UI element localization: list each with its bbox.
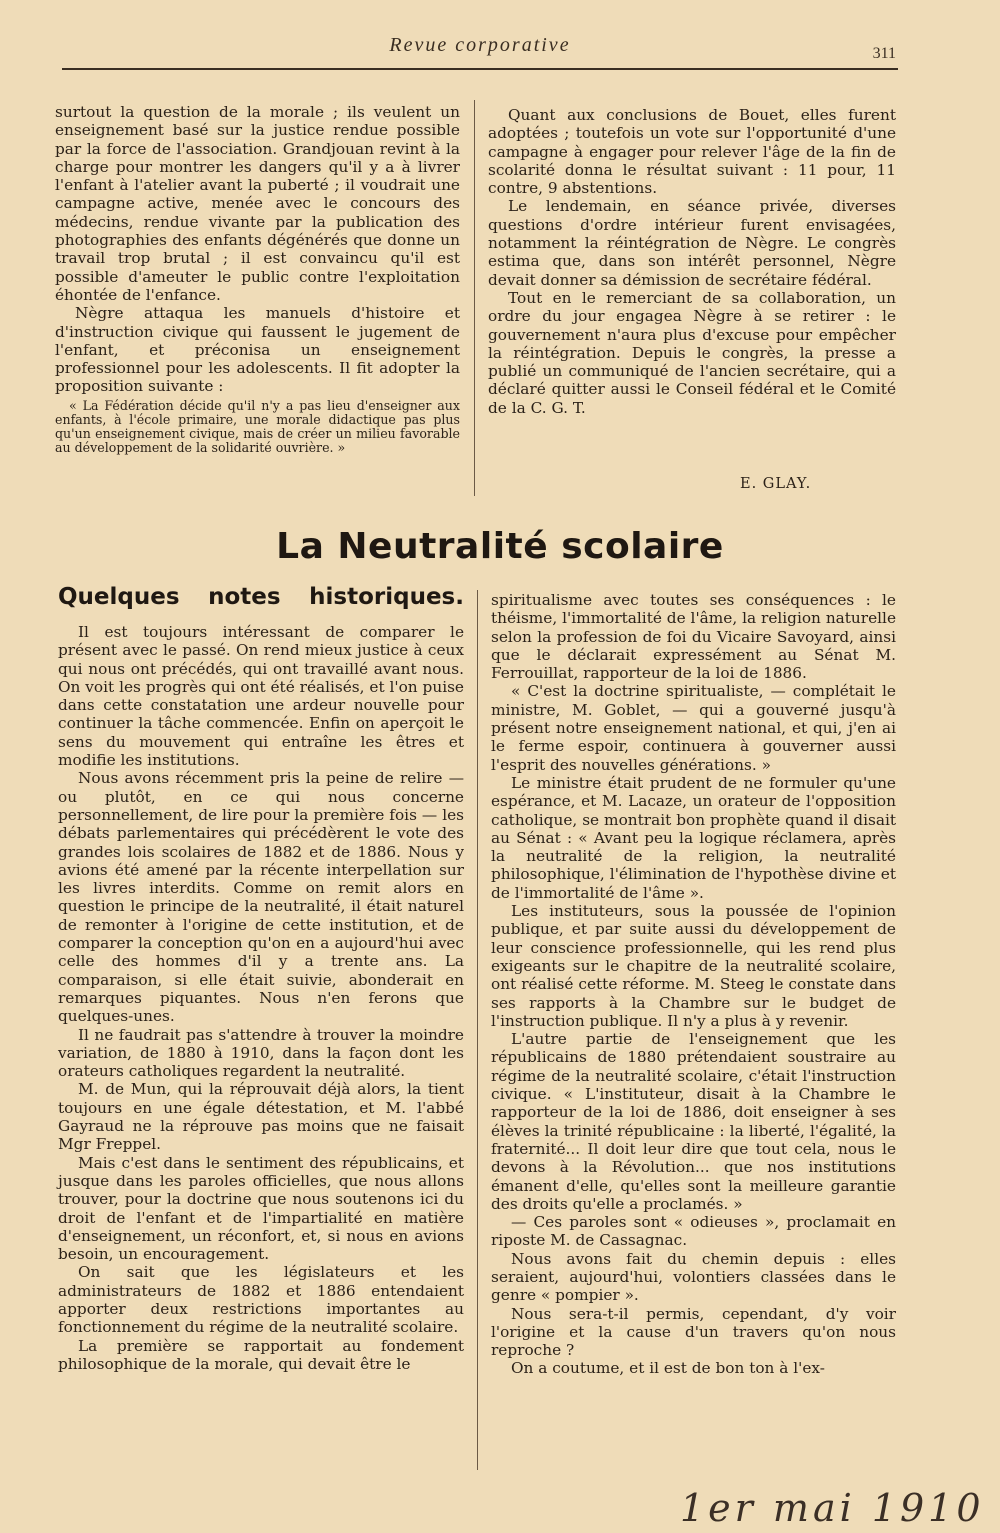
paragraph: On sait que les législateurs et les administrateurs de 1882 et 1886 entendaient apporter deux restrictions importantes au fonctionnement du régime de la neutralité scolaire.	[58, 1263, 464, 1337]
paragraph: surtout la question de la morale ; ils veulent un enseignement basé sur la justice rendue possible par la force de l'association. Grandjouan revint à la charge pour montrer les dangers qu'il y a à livrer l'enfant à l'atelier avant la puberté ; il voudrait une campagne active, menée avec le concours des médecins, rendue vivante par la publication des photographies des enfants dégénérés que donne un travail trop brutal ; il est convaincu qu'il est possible d'ameuter le public contre l'exploitation éhontée de l'enfance.	[55, 103, 460, 304]
article-title: La Neutralité scolaire	[276, 526, 724, 567]
paragraph: Nous avons récemment pris la peine de relire — ou plutôt, en ce qui nous concerne personnellement, de lire pour la première fois — les débats parlementaires qui précédèrent le vote des grandes lois scolaires de 1882 et de 1886. Nous y avions été amené par la récente interpellation sur les livres interdits. Comme on remit alors en question le principe de la neutralité, il était naturel de remonter à l'origine de cette institution, et de comparer la conception qu'on en a aujourd'hui avec celle des hommes d'il y a trente ans. La comparaison, si elle était suivie, abonderait en remarques piquantes. Nous n'en ferons que quelques-unes.	[58, 769, 464, 1026]
paragraph: Tout en le remerciant de sa collaboration, un ordre du jour engagea Nègre à se retirer : le gouvernement n'aura plus d'excuse pour empêcher la réintégration. Depuis le congrès, la presse a publié un communiqué de l'ancien secrétaire, qui a déclaré quitter aussi le Conseil fédéral et le Comité de la C. G. T.	[488, 288, 896, 417]
running-head	[60, 34, 900, 64]
resolution-quote: « La Fédération décide qu'il n'y a pas lieu d'enseigner aux enfants, à l'école primaire, une morale didactique pas plus qu'un enseignement civique, mais de créer un milieu favorable au développement de la solidarité ouvrière. »	[55, 397, 460, 456]
paragraph: Il est toujours intéressant de comparer le présent avec le passé. On rend mieux justice à ceux qui nous ont précédés, qui ont travaillé avant nous. On voit les progrès qui ont été réalisés, et l'on puise dans cette constatation une ardeur nouvelle pour continuer la tâche commencée. Enfin on aperçoit le sens du mouvement qui entraîne les êtres et modifie les institutions.	[58, 623, 464, 770]
paragraph: L'autre partie de l'enseignement que les républicains de 1880 prétendaient soustraire au régime de la neutralité scolaire, c'était l'instruction civique. « L'instituteur, disait à la Chambre le rapporteur de la loi de 1886, doit enseigner à ses élèves la trinité républicaine : la liberté, l'égalité, la fraternité... Il doit leur dire que tout cela, nous le devons à la Révolution... que nos institutions émanent d'elle, qu'elles sont la meilleure garantie des droits qu'elle a proclamés. »	[491, 1030, 896, 1213]
paragraph: Nous sera-t-il permis, cependant, d'y voir l'origine et la cause d'un travers qu'on nous reproche ?	[491, 1304, 896, 1360]
column-divider-article	[477, 590, 478, 1470]
journal-title: Revue corporative	[389, 34, 571, 56]
paragraph: Les instituteurs, sous la poussée de l'opinion publique, et par suite aussi du développement de leur conscience professionnelle, qui les rend plus exigeants sur le chapitre de la neutralité scolaire, ont réalisé cette réforme. M. Steeg le constate dans ses rapports à la Chambre sur le budget de l'instruction publique. Il n'y a plus à y revenir.	[491, 902, 896, 1030]
top-right-column	[488, 106, 896, 417]
paragraph: — Ces paroles sont « odieuses », proclamait en riposte M. de Cassagnac.	[491, 1213, 896, 1250]
article-subtitle: Quelques notes historiques.	[58, 584, 464, 610]
author-signature: E. GLAY.	[740, 476, 812, 492]
paragraph: Il ne faudrait pas s'attendre à trouver la moindre variation, de 1880 à 1910, dans la façon dont les orateurs catholiques regardent la neutralité.	[58, 1025, 464, 1081]
column-divider-top	[474, 100, 475, 496]
paragraph: « C'est la doctrine spiritualiste, — complétait le ministre, M. Goblet, — qui a gouverné jusqu'à présent notre enseignement national, et qui, j'en ai le ferme espoir, continuera à gouverner aussi l'esprit des nouvelles générations. »	[491, 682, 896, 774]
paragraph: Nous avons fait du chemin depuis : elles seraient, aujourd'hui, volontiers classées dans le genre « pompier ».	[491, 1249, 896, 1305]
paragraph: Nègre attaqua les manuels d'histoire et d'instruction civique qui faussent le jugement de l'enfant, et préconisa un enseignement professionnel pour les adolescents. Il fit adopter la proposition suivante :	[55, 304, 460, 396]
paragraph: spiritualisme avec toutes ses conséquences : le théisme, l'immortalité de l'âme, la religion naturelle selon la profession de foi du Vicaire Savoyard, ainsi que le déclarait expressément au Sénat M. Ferrouillat, rapporteur de la loi de 1886.	[491, 591, 896, 683]
article-right-column	[491, 591, 896, 1378]
paragraph: Le lendemain, en séance privée, diverses questions d'ordre intérieur furent envisagées, notamment la réintégration de Nègre. Le congrès estima que, dans son intérêt personnel, Nègre devait donner sa démission de secrétaire fédéral.	[488, 197, 896, 289]
header-rule	[62, 68, 898, 70]
paragraph: Mais c'est dans le sentiment des républicains, et jusque dans les paroles officielles, que nous allons trouver, pour la doctrine que nous soutenons ici du droit de l'enfant et de l'impartialité en matière d'enseignement, un réconfort, et, si nous en avions besoin, un encouragement.	[58, 1153, 464, 1264]
paragraph: Le ministre était prudent de ne formuler qu'une espérance, et M. Lacaze, un orateur de l'opposition catholique, se montrait bon prophète quand il disait au Sénat : « Avant peu la logique réclamera, après la neutralité de la religion, la neutralité philosophique, l'élimination de l'hypothèse divine et de l'immortalité de l'âme ».	[491, 773, 896, 902]
handwritten-date: 1er mai 1910	[680, 1486, 985, 1530]
paragraph: On a coutume, et il est de bon ton à l'ex-	[511, 1359, 825, 1378]
page-number: 311	[872, 45, 896, 62]
paragraph: M. de Mun, qui la réprouvait déjà alors, la tient toujours en une égale détestation, et M. l'abbé Gayraud ne la réprouve pas moins que ne faisait Mgr Freppel.	[58, 1080, 464, 1154]
article-left-column	[58, 623, 464, 1373]
paragraph: La première se rapportait au fondement philosophique de la morale, qui devait être le	[58, 1336, 464, 1373]
top-left-column	[55, 103, 460, 456]
paragraph: Quant aux conclusions de Bouet, elles furent adoptées ; toutefois un vote sur l'opportunité d'une campagne à engager pour relever l'âge de la fin de scolarité donna le résultat suivant : 11 pour, 11 contre, 9 abstentions.	[488, 106, 896, 198]
